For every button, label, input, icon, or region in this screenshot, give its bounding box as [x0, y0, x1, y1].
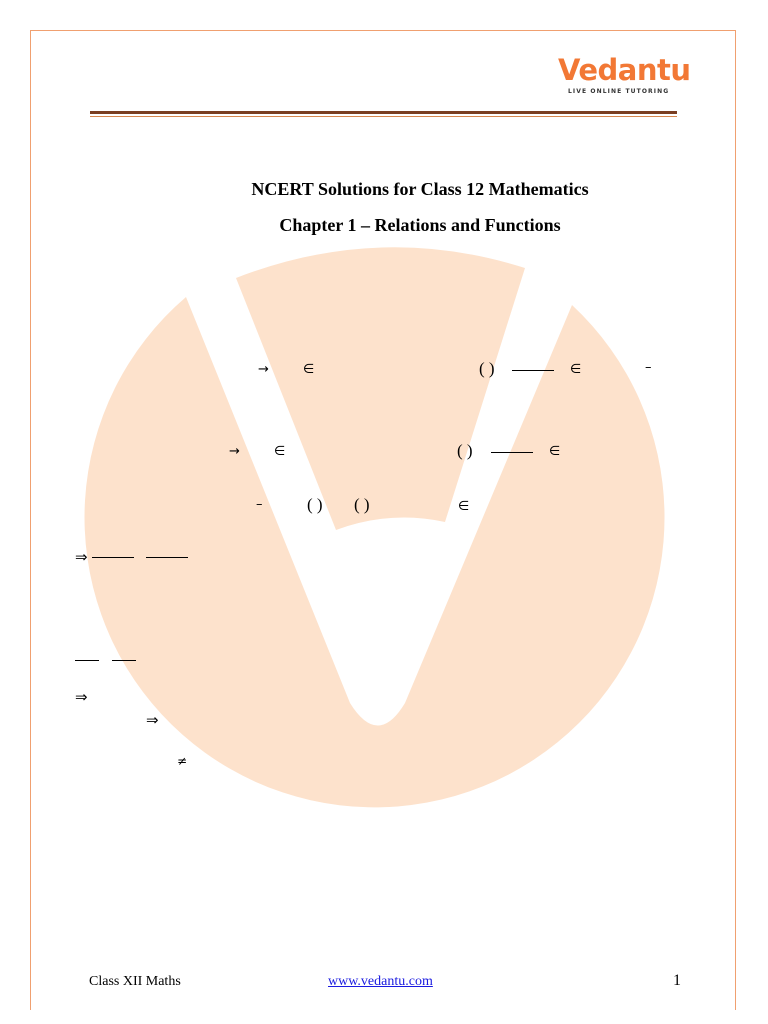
fraction-bar	[512, 370, 554, 371]
paren-pair: ( )	[457, 441, 473, 460]
element-of-symbol: ∈	[303, 362, 315, 377]
minus-symbol: –	[645, 360, 652, 375]
footer-website-link[interactable]: www.vedantu.com	[328, 974, 433, 989]
document-title: NCERT Solutions for Class 12 Mathematics	[251, 179, 589, 199]
watermark-wedge	[236, 247, 525, 530]
logo-tagline: LIVE ONLINE TUTORING	[568, 88, 670, 95]
fraction-bar	[112, 660, 136, 661]
implies-symbol: ⇒	[75, 548, 88, 566]
page-number: 1	[673, 972, 681, 989]
arrow-symbol: →	[229, 444, 240, 459]
arrow-symbol: →	[258, 362, 269, 377]
header-rule-thin	[90, 116, 677, 117]
minus-symbol: –	[256, 497, 263, 512]
paren-pair: ( )	[479, 359, 495, 378]
chapter-title: Chapter 1 – Relations and Functions	[279, 215, 561, 235]
header-rule	[90, 111, 677, 114]
not-equal-symbol: ≠	[177, 754, 188, 768]
fraction-bar	[75, 660, 99, 661]
footer-class-label: Class XII Maths	[89, 974, 181, 989]
vedantu-logo	[556, 50, 691, 100]
implies-symbol: ⇒	[75, 688, 88, 706]
logo-word: Vedantu	[558, 53, 691, 87]
element-of-symbol: ∈	[458, 499, 470, 514]
paren-pair: ( )	[354, 495, 370, 514]
element-of-symbol: ∈	[549, 444, 561, 459]
element-of-symbol: ∈	[570, 362, 582, 377]
implies-symbol: ⇒	[146, 711, 159, 729]
fraction-bar	[92, 557, 134, 558]
element-of-symbol: ∈	[274, 444, 286, 459]
fraction-bar	[146, 557, 188, 558]
paren-pair: ( )	[307, 495, 323, 514]
fraction-bar	[491, 452, 533, 453]
